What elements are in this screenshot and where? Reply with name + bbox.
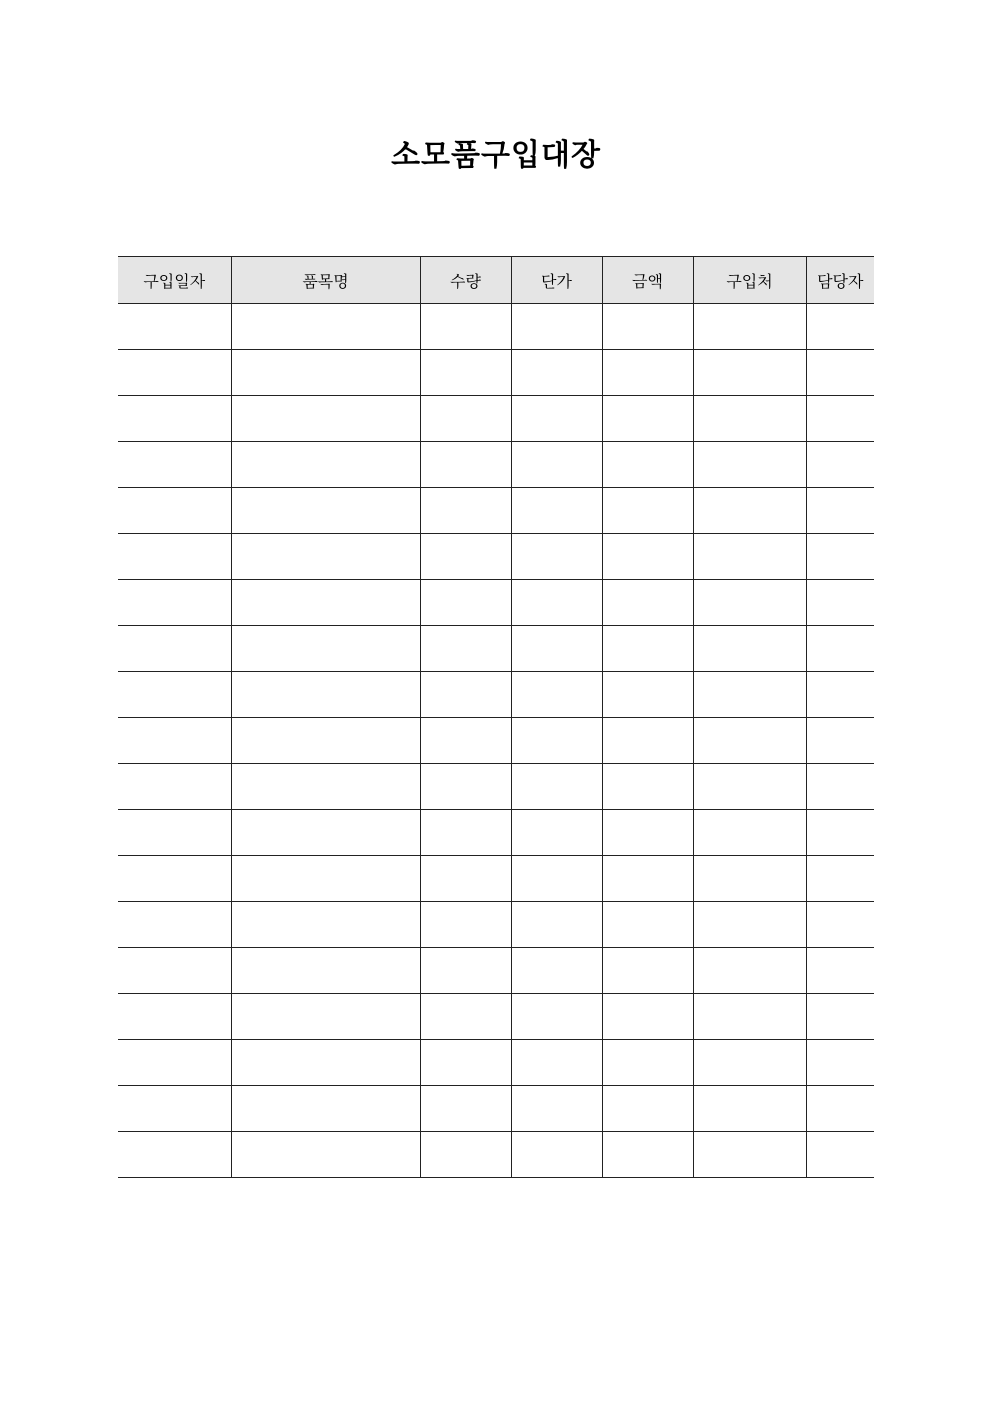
vendor-cell[interactable] (693, 764, 806, 810)
amount-cell[interactable] (602, 442, 693, 488)
amount-cell[interactable] (602, 1132, 693, 1178)
vendor-cell[interactable] (693, 1132, 806, 1178)
item-name-cell[interactable] (231, 810, 420, 856)
purchase-date-cell[interactable] (118, 856, 231, 902)
quantity-cell[interactable] (420, 396, 511, 442)
amount-cell[interactable] (602, 396, 693, 442)
table-row (118, 994, 874, 1040)
table-row (118, 856, 874, 902)
vendor-cell[interactable] (693, 856, 806, 902)
quantity-cell[interactable] (420, 856, 511, 902)
unit-price-cell[interactable] (511, 396, 602, 442)
amount-cell[interactable] (602, 534, 693, 580)
purchase-date-cell[interactable] (118, 442, 231, 488)
purchase-date-cell[interactable] (118, 350, 231, 396)
item-name-cell[interactable] (231, 304, 420, 350)
quantity-cell[interactable] (420, 534, 511, 580)
item-name-cell[interactable] (231, 1040, 420, 1086)
quantity-cell[interactable] (420, 1086, 511, 1132)
purchase-date-cell[interactable] (118, 764, 231, 810)
vendor-cell[interactable] (693, 442, 806, 488)
quantity-cell[interactable] (420, 442, 511, 488)
person-in-charge-cell[interactable] (806, 718, 874, 764)
vendor-cell[interactable] (693, 580, 806, 626)
unit-price-cell[interactable] (511, 902, 602, 948)
purchase-date-cell[interactable] (118, 580, 231, 626)
document-title: 소모품구입대장 (391, 138, 601, 173)
vendor-cell[interactable] (693, 396, 806, 442)
quantity-cell[interactable] (420, 764, 511, 810)
vendor-cell[interactable] (693, 718, 806, 764)
table-row (118, 718, 874, 764)
vendor-cell[interactable] (693, 350, 806, 396)
amount-cell[interactable] (602, 304, 693, 350)
amount-cell[interactable] (602, 1086, 693, 1132)
item-name-cell[interactable] (231, 764, 420, 810)
table-row (118, 442, 874, 488)
purchase-date-cell[interactable] (118, 718, 231, 764)
person-in-charge-cell[interactable] (806, 948, 874, 994)
header-vendor: 구입처 (693, 257, 806, 304)
unit-price-cell[interactable] (511, 534, 602, 580)
person-in-charge-cell[interactable] (806, 488, 874, 534)
person-in-charge-cell[interactable] (806, 396, 874, 442)
table-row (118, 580, 874, 626)
quantity-cell[interactable] (420, 1040, 511, 1086)
unit-price-cell[interactable] (511, 764, 602, 810)
purchase-date-cell[interactable] (118, 672, 231, 718)
unit-price-cell[interactable] (511, 1132, 602, 1178)
purchase-date-cell[interactable] (118, 1086, 231, 1132)
header-purchase-date: 구입일자 (118, 257, 231, 304)
header-person-in-charge: 담당자 (806, 257, 874, 304)
purchase-date-cell[interactable] (118, 396, 231, 442)
item-name-cell[interactable] (231, 350, 420, 396)
person-in-charge-cell[interactable] (806, 304, 874, 350)
quantity-cell[interactable] (420, 810, 511, 856)
person-in-charge-cell[interactable] (806, 350, 874, 396)
item-name-cell[interactable] (231, 1086, 420, 1132)
item-name-cell[interactable] (231, 626, 420, 672)
table-row (118, 626, 874, 672)
table-row (118, 396, 874, 442)
table-row (118, 948, 874, 994)
table-header-row (118, 257, 874, 304)
item-name-cell[interactable] (231, 718, 420, 764)
header-unit-price: 단가 (511, 257, 602, 304)
purchase-date-cell[interactable] (118, 902, 231, 948)
unit-price-cell[interactable] (511, 810, 602, 856)
table-row (118, 810, 874, 856)
quantity-cell[interactable] (420, 488, 511, 534)
purchase-date-cell[interactable] (118, 1040, 231, 1086)
item-name-cell[interactable] (231, 442, 420, 488)
person-in-charge-cell[interactable] (806, 672, 874, 718)
vendor-cell[interactable] (693, 672, 806, 718)
table-row (118, 304, 874, 350)
amount-cell[interactable] (602, 488, 693, 534)
quantity-cell[interactable] (420, 304, 511, 350)
unit-price-cell[interactable] (511, 304, 602, 350)
amount-cell[interactable] (602, 672, 693, 718)
quantity-cell[interactable] (420, 580, 511, 626)
unit-price-cell[interactable] (511, 994, 602, 1040)
header-item-name: 품목명 (231, 257, 420, 304)
quantity-cell[interactable] (420, 1132, 511, 1178)
item-name-cell[interactable] (231, 488, 420, 534)
unit-price-cell[interactable] (511, 1086, 602, 1132)
item-name-cell[interactable] (231, 396, 420, 442)
unit-price-cell[interactable] (511, 442, 602, 488)
item-name-cell[interactable] (231, 994, 420, 1040)
quantity-cell[interactable] (420, 350, 511, 396)
person-in-charge-cell[interactable] (806, 810, 874, 856)
unit-price-cell[interactable] (511, 580, 602, 626)
table-row (118, 1086, 874, 1132)
table-row (118, 764, 874, 810)
purchase-date-cell[interactable] (118, 488, 231, 534)
unit-price-cell[interactable] (511, 948, 602, 994)
amount-cell[interactable] (602, 350, 693, 396)
amount-cell[interactable] (602, 580, 693, 626)
purchase-date-cell[interactable] (118, 948, 231, 994)
table-body (118, 304, 874, 1178)
purchase-date-cell[interactable] (118, 534, 231, 580)
purchase-date-cell[interactable] (118, 1132, 231, 1178)
person-in-charge-cell[interactable] (806, 1132, 874, 1178)
unit-price-cell[interactable] (511, 626, 602, 672)
vendor-cell[interactable] (693, 304, 806, 350)
vendor-cell[interactable] (693, 902, 806, 948)
table-row (118, 534, 874, 580)
item-name-cell[interactable] (231, 856, 420, 902)
amount-cell[interactable] (602, 994, 693, 1040)
amount-cell[interactable] (602, 718, 693, 764)
person-in-charge-cell[interactable] (806, 856, 874, 902)
item-name-cell[interactable] (231, 672, 420, 718)
unit-price-cell[interactable] (511, 856, 602, 902)
vendor-cell[interactable] (693, 810, 806, 856)
table-row (118, 672, 874, 718)
quantity-cell[interactable] (420, 994, 511, 1040)
person-in-charge-cell[interactable] (806, 902, 874, 948)
vendor-cell[interactable] (693, 626, 806, 672)
amount-cell[interactable] (602, 626, 693, 672)
quantity-cell[interactable] (420, 718, 511, 764)
purchase-date-cell[interactable] (118, 626, 231, 672)
vendor-cell[interactable] (693, 1040, 806, 1086)
person-in-charge-cell[interactable] (806, 442, 874, 488)
purchase-date-cell[interactable] (118, 304, 231, 350)
vendor-cell[interactable] (693, 534, 806, 580)
item-name-cell[interactable] (231, 948, 420, 994)
purchase-ledger-table (118, 256, 874, 1178)
table-row (118, 1132, 874, 1178)
amount-cell[interactable] (602, 1040, 693, 1086)
table-row (118, 350, 874, 396)
unit-price-cell[interactable] (511, 718, 602, 764)
unit-price-cell[interactable] (511, 672, 602, 718)
unit-price-cell[interactable] (511, 488, 602, 534)
amount-cell[interactable] (602, 948, 693, 994)
person-in-charge-cell[interactable] (806, 764, 874, 810)
item-name-cell[interactable] (231, 580, 420, 626)
person-in-charge-cell[interactable] (806, 1040, 874, 1086)
purchase-date-cell[interactable] (118, 994, 231, 1040)
table-row (118, 1040, 874, 1086)
vendor-cell[interactable] (693, 488, 806, 534)
table-row (118, 902, 874, 948)
vendor-cell[interactable] (693, 1086, 806, 1132)
person-in-charge-cell[interactable] (806, 580, 874, 626)
quantity-cell[interactable] (420, 626, 511, 672)
header-amount: 금액 (602, 257, 693, 304)
item-name-cell[interactable] (231, 1132, 420, 1178)
person-in-charge-cell[interactable] (806, 626, 874, 672)
table-row (118, 488, 874, 534)
vendor-cell[interactable] (693, 948, 806, 994)
header-quantity: 수량 (420, 257, 511, 304)
quantity-cell[interactable] (420, 672, 511, 718)
amount-cell[interactable] (602, 856, 693, 902)
quantity-cell[interactable] (420, 902, 511, 948)
purchase-date-cell[interactable] (118, 810, 231, 856)
vendor-cell[interactable] (693, 994, 806, 1040)
unit-price-cell[interactable] (511, 350, 602, 396)
person-in-charge-cell[interactable] (806, 1086, 874, 1132)
unit-price-cell[interactable] (511, 1040, 602, 1086)
item-name-cell[interactable] (231, 534, 420, 580)
amount-cell[interactable] (602, 764, 693, 810)
person-in-charge-cell[interactable] (806, 994, 874, 1040)
amount-cell[interactable] (602, 902, 693, 948)
person-in-charge-cell[interactable] (806, 534, 874, 580)
quantity-cell[interactable] (420, 948, 511, 994)
amount-cell[interactable] (602, 810, 693, 856)
item-name-cell[interactable] (231, 902, 420, 948)
